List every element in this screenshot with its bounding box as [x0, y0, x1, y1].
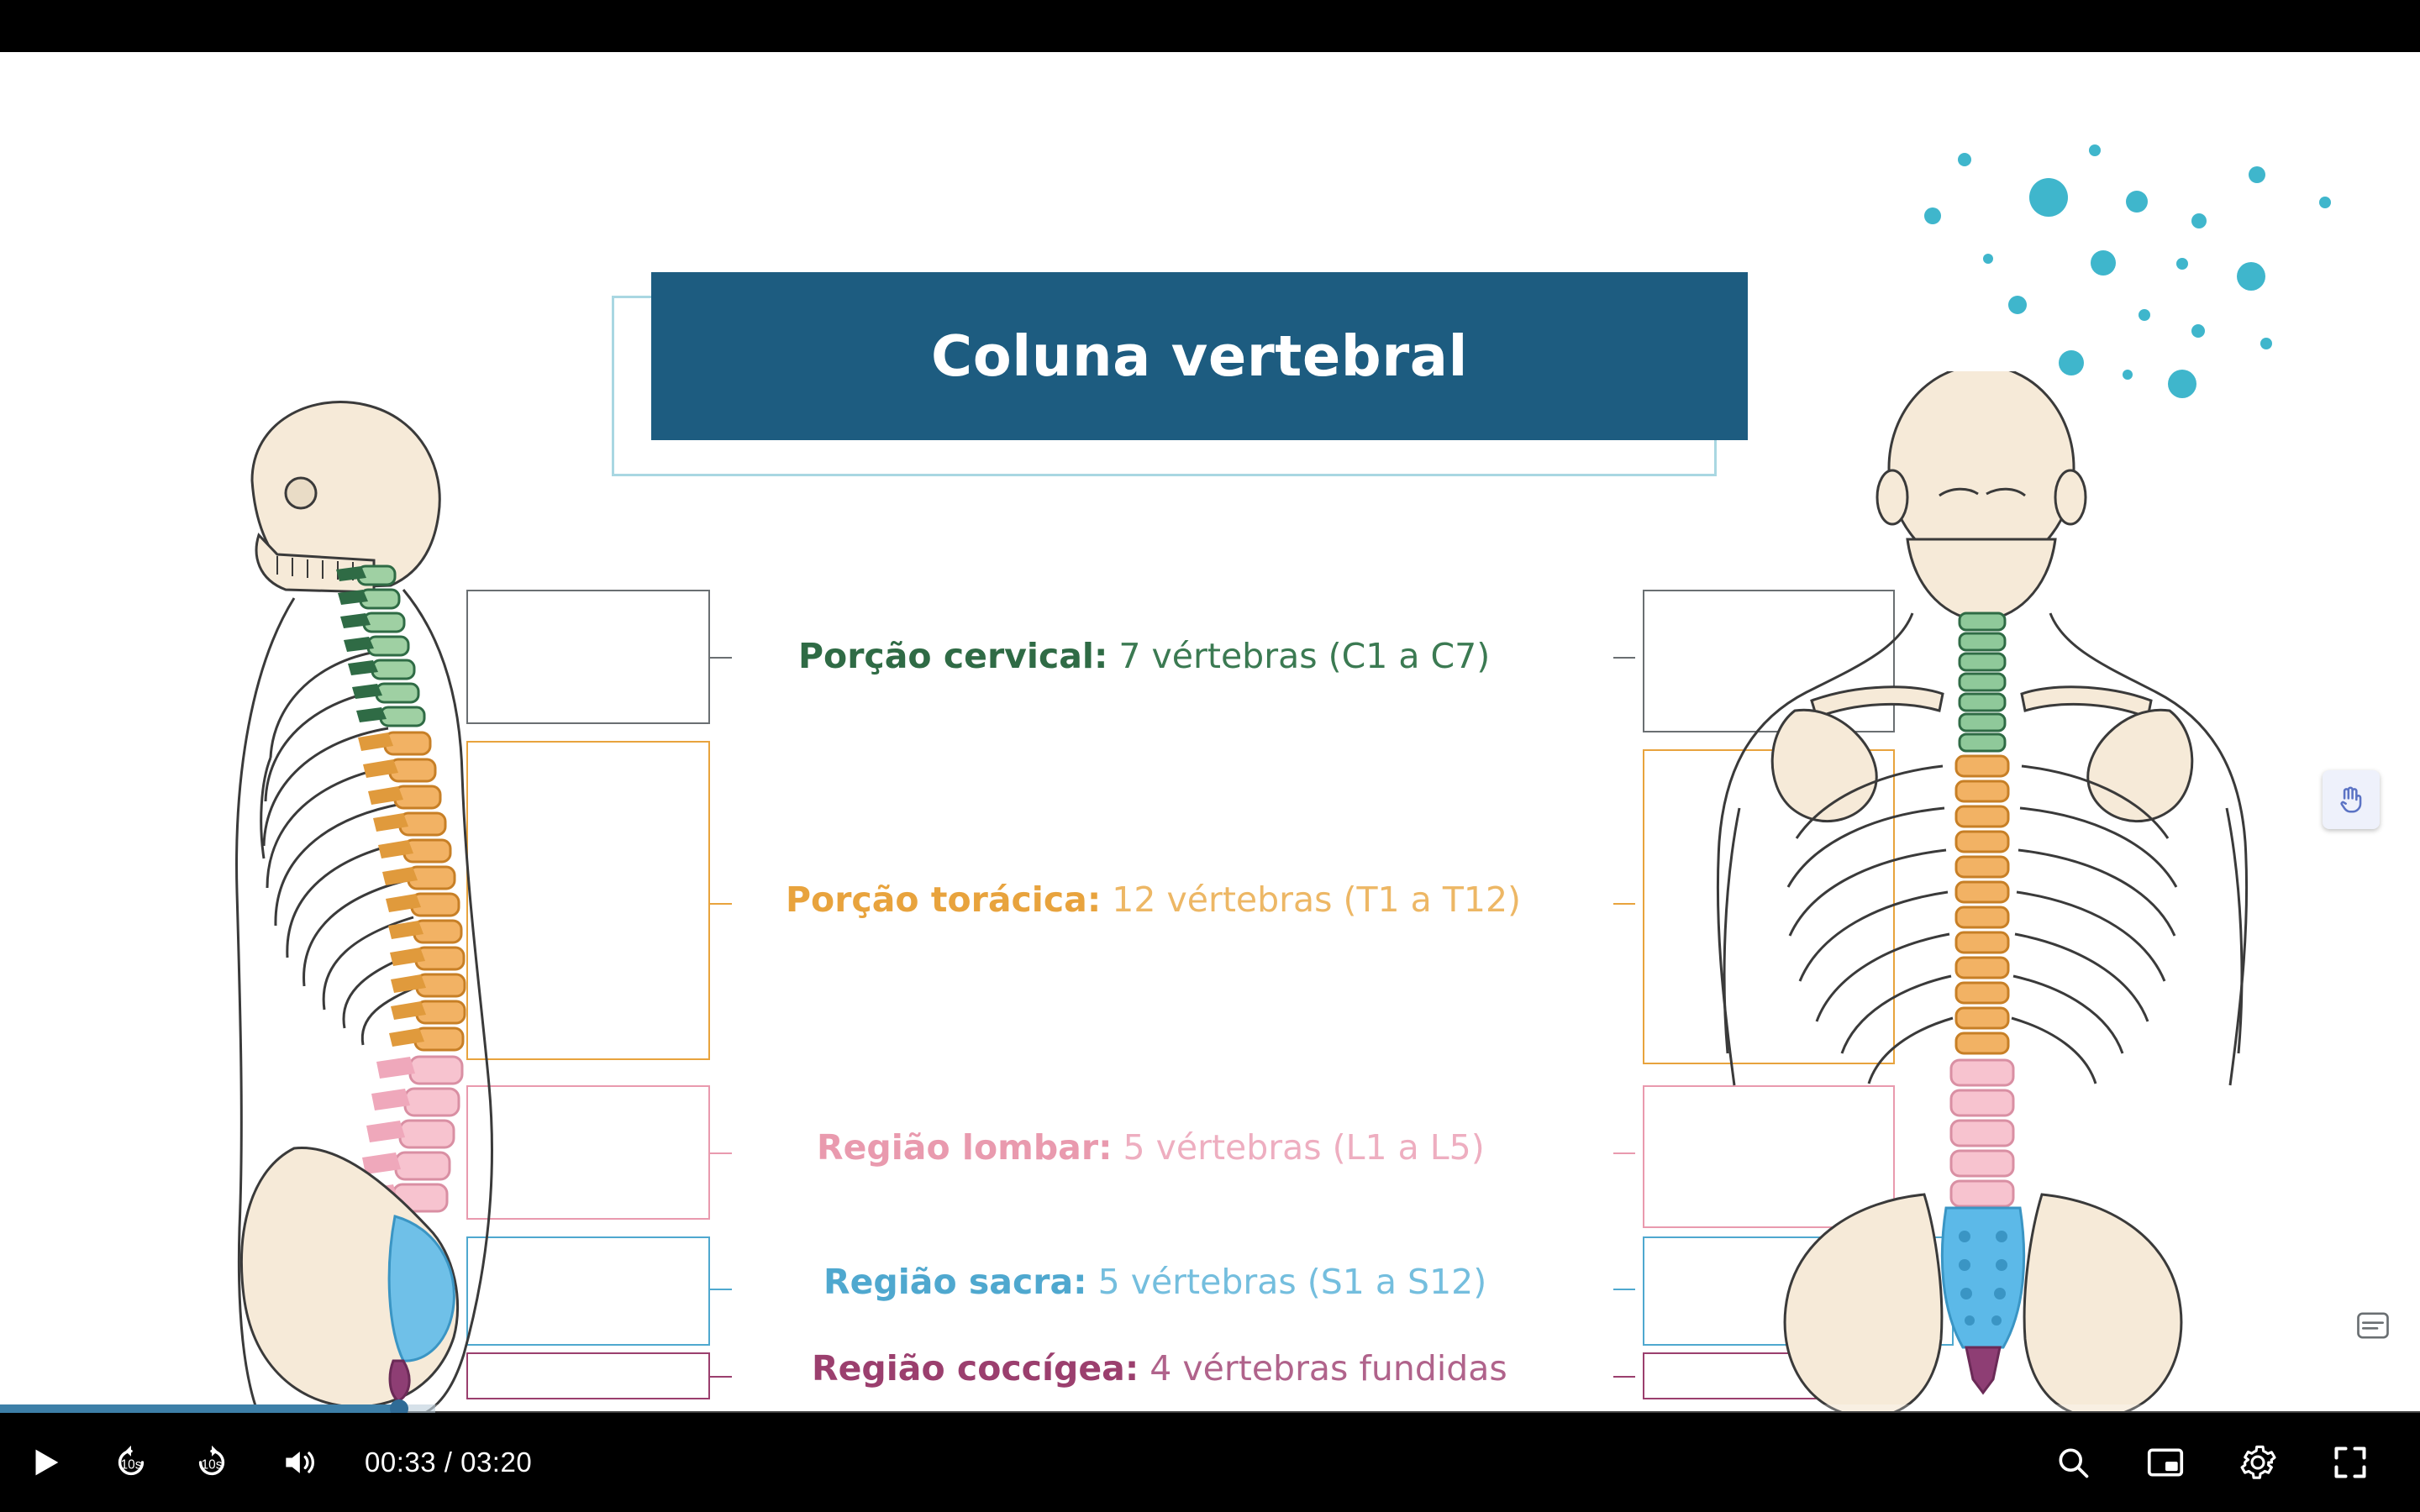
leader-line-lumbar-right — [1613, 1152, 1635, 1154]
svg-text:10s: 10s — [120, 1457, 142, 1473]
leader-line-coccygeal-right — [1613, 1376, 1635, 1378]
legend-label-cervical: Porção cervical: — [798, 636, 1108, 676]
search-button[interactable] — [2027, 1413, 2119, 1512]
legend-value-coccygeal: 4 vértebras fundidas — [1139, 1348, 1507, 1389]
leader-line-thoracic-right — [1613, 903, 1635, 905]
slide-stage — [0, 52, 2420, 1411]
time-display: 00:33 / 03:20 — [365, 1446, 533, 1478]
play-button[interactable] — [0, 1413, 91, 1512]
legend-value-sacral: 5 vértebras (S1 a S12) — [1086, 1262, 1487, 1302]
seek-bar-played — [0, 1404, 399, 1413]
legend-label-lumbar: Região lombar: — [817, 1127, 1113, 1168]
search-icon — [2054, 1444, 2091, 1481]
page-title: Coluna vertebral — [931, 323, 1468, 389]
picture-in-picture-button[interactable] — [2119, 1413, 2212, 1512]
legend-item-thoracic — [786, 879, 1521, 920]
legend-value-thoracic: 12 vértebras (T1 a T12) — [1101, 879, 1522, 920]
volume-icon — [278, 1444, 318, 1481]
rewind-10-button[interactable] — [91, 1413, 171, 1512]
legend-label-sacral: Região sacra: — [823, 1262, 1087, 1302]
svg-text:10s: 10s — [201, 1457, 223, 1473]
legend-value-cervical: 7 vértebras (C1 a C7) — [1107, 636, 1491, 676]
legend-item-lumbar — [817, 1127, 1485, 1168]
legend-item-coccygeal — [812, 1348, 1507, 1389]
fullscreen-icon — [2332, 1444, 2369, 1481]
legend-label-coccygeal: Região coccígea: — [812, 1348, 1139, 1389]
gear-icon — [2239, 1444, 2276, 1481]
seek-bar[interactable] — [0, 1404, 2420, 1413]
forward-10-button[interactable] — [171, 1413, 252, 1512]
raise-hand-button[interactable] — [2323, 770, 2380, 829]
posterior-skeleton-figure — [1647, 371, 2319, 1411]
picture-in-picture-icon — [2147, 1446, 2184, 1479]
rewind-10-icon — [112, 1443, 150, 1482]
legend-item-cervical — [798, 636, 1490, 676]
player-controls — [0, 1413, 2420, 1512]
leader-line-sacral-right — [1613, 1289, 1635, 1290]
hand-raise-icon — [2335, 784, 2367, 816]
subtitles-icon — [2356, 1311, 2390, 1340]
captions-toggle-button[interactable] — [2351, 1305, 2395, 1346]
legend-value-lumbar: 5 vértebras (L1 a L5) — [1112, 1127, 1485, 1168]
settings-button[interactable] — [2212, 1413, 2304, 1512]
volume-button[interactable] — [252, 1413, 345, 1512]
slide-title-box — [651, 272, 1748, 440]
legend-item-sacral — [823, 1262, 1486, 1302]
fullscreen-button[interactable] — [2304, 1413, 2396, 1512]
leader-line-cervical-right — [1613, 657, 1635, 659]
lateral-skeleton-figure — [193, 388, 765, 1411]
play-icon — [26, 1443, 65, 1482]
legend-label-thoracic: Porção torácica: — [786, 879, 1102, 920]
forward-10-icon — [192, 1443, 231, 1482]
